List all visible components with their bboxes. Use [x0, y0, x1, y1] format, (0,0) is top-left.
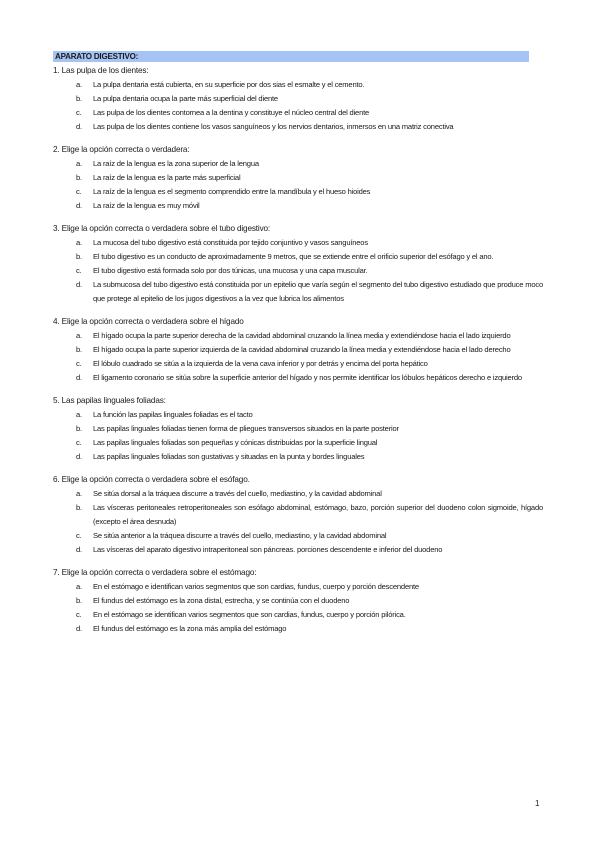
option-letter: b.	[76, 345, 82, 354]
section-title: APARATO DIGESTIVO:	[53, 51, 529, 62]
option-item	[53, 450, 543, 464]
option-item	[53, 106, 543, 120]
option-letter: c.	[76, 187, 82, 196]
option-item	[53, 157, 543, 171]
option-text: La pulpa dentaria ocupa la parte más superficial del diente	[93, 94, 278, 103]
question-6	[53, 473, 543, 557]
option-letter: a.	[76, 489, 82, 498]
option-letter: a.	[76, 238, 82, 247]
option-item	[53, 487, 543, 501]
option-text: El lóbulo cuadrado se sitúa a la izquierda de la vena cava inferior y por detrás y encima del porta hepático	[93, 359, 428, 368]
option-item	[53, 278, 543, 306]
option-letter: c.	[76, 531, 82, 540]
question-title: 6. Elige la opción correcta o verdadera sobre el esófago.	[53, 475, 250, 484]
option-letter: a.	[76, 582, 82, 591]
option-text: Las pulpa de los dientes contornea a la dentina y constituye el núcleo central del diente	[93, 108, 370, 117]
option-text: Las vísceras peritoneales retroperitoneales son esófago abdominal, estómago, bazo, porción superior del duodeno colon sigmoide, hígado (excepto el área desnuda)	[93, 503, 543, 526]
option-item	[53, 329, 543, 343]
option-text: La raíz de la lengua es la parte más superficial	[93, 173, 241, 182]
option-item	[53, 357, 543, 371]
option-text: En el estómago se identifican varios segmentos que son cardias, fundus, cuerpo y porción pilórica.	[93, 610, 406, 619]
options-list	[53, 329, 543, 385]
option-text: El tubo digestivo está formada solo por dos túnicas, una mucosa y una capa muscular.	[93, 266, 368, 275]
option-letter: a.	[76, 410, 82, 419]
option-item	[53, 264, 543, 278]
option-letter: c.	[76, 359, 82, 368]
option-item	[53, 543, 543, 557]
option-letter: b.	[76, 503, 82, 512]
option-text: La raíz de la lengua es el segmento comprendido entre la mandíbula y el hueso hioides	[93, 187, 371, 196]
option-item	[53, 343, 543, 357]
option-letter: d.	[76, 373, 82, 382]
option-letter: b.	[76, 173, 82, 182]
question-title: 1. Las pulpa de los dientes:	[53, 66, 149, 75]
options-list	[53, 78, 543, 134]
question-1	[53, 64, 543, 134]
option-text: La pulpa dentaria está cubierta, en su superficie por dos sias el esmalte y el cemento.	[93, 80, 365, 89]
option-text: Se sitúa anterior a la tráquea discurre a través del cuello, mediastino, y la cavidad abdominal	[93, 531, 387, 540]
options-list	[53, 487, 543, 557]
question-7	[53, 566, 543, 636]
options-list	[53, 580, 543, 636]
option-text: Las papilas linguales foliadas son pequeñas y cónicas distribuidas por la superficie lingual	[93, 438, 378, 447]
option-item	[53, 92, 543, 106]
option-item	[53, 371, 543, 385]
option-letter: d.	[76, 624, 82, 633]
option-item	[53, 236, 543, 250]
question-title: 7. Elige la opción correcta o verdadera sobre el estómago:	[53, 568, 257, 577]
question-title: 2. Elige la opción correcta o verdadera:	[53, 145, 190, 154]
page-number: 1	[535, 799, 540, 808]
option-text: La submucosa del tubo digestivo está constituida por un epitelio que varía según el segmento del tubo digestivo estudiado que produce moco que protege al epitelio de los jugos digestivos a la vez que lubrica los alimentos	[93, 280, 543, 303]
question-title: 3. Elige la opción correcta o verdadera sobre el tubo digestivo:	[53, 224, 271, 233]
options-list	[53, 408, 543, 464]
option-text: El hígado ocupa la parte superior derecha de la cavidad abdominal cruzando la línea media y extendiéndose hacia el lado izquierdo	[93, 331, 511, 340]
option-item	[53, 120, 543, 134]
option-text: Las vísceras del aparato digestivo intraperitoneal son páncreas. porciones descendente e inferior del duodeno	[93, 545, 443, 554]
option-letter: c.	[76, 108, 82, 117]
option-letter: c.	[76, 266, 82, 275]
option-letter: b.	[76, 424, 82, 433]
option-text: Las pulpa de los dientes contiene los vasos sanguíneos y los nervios dentarios, inmersos en una matriz conectiva	[93, 122, 454, 131]
option-text: El fundus del estómago es la zona distal, estrecha, y se continúa con el duodeno	[93, 596, 350, 605]
option-item	[53, 199, 543, 213]
option-text: La raíz de la lengua es muy móvil	[93, 201, 200, 210]
question-title: 5. Las papilas linguales foliadas:	[53, 396, 166, 405]
question-3	[53, 222, 543, 306]
option-letter: b.	[76, 252, 82, 261]
option-item	[53, 422, 543, 436]
option-item	[53, 250, 543, 264]
options-list	[53, 157, 543, 213]
question-title: 4. Elige la opción correcta o verdadera sobre el hígado	[53, 317, 244, 326]
question-2	[53, 143, 543, 213]
option-text: El hígado ocupa la parte superior izquierda de la cavidad abdominal cruzando la línea media y extendiéndose hacia el lado derecho	[93, 345, 511, 354]
option-text: La raíz de la lengua es la zona superior de la lengua	[93, 159, 259, 168]
option-letter: c.	[76, 438, 82, 447]
option-item	[53, 501, 543, 529]
option-item	[53, 185, 543, 199]
question-5	[53, 394, 543, 464]
option-letter: d.	[76, 201, 82, 210]
option-text: La función las papilas linguales foliadas es el tacto	[93, 410, 253, 419]
option-item	[53, 529, 543, 543]
option-text: Se sitúa dorsal a la tráquea discurre a través del cuello, mediastino, y la cavidad abdominal	[93, 489, 382, 498]
option-text: Las papilas linguales foliadas son gustativas y situadas en la punta y bordes linguales	[93, 452, 365, 461]
question-4	[53, 315, 543, 385]
option-text: El fundus del estómago es la zona más amplia del estómago	[93, 624, 287, 633]
option-text: En el estómago e identifican varios segmentos que son cardias, fundus, cuerpo y porción descendente	[93, 582, 419, 591]
option-item	[53, 622, 543, 636]
option-item	[53, 608, 543, 622]
questions-list	[53, 64, 543, 645]
option-text: Las papilas linguales foliadas tienen forma de pliegues transversos situados en la parte posterior	[93, 424, 399, 433]
option-letter: a.	[76, 331, 82, 340]
option-item	[53, 594, 543, 608]
option-text: El ligamento coronario se sitúa sobre la superficie anterior del hígado y nos permite identificar los lóbulos hepáticos derecho e izquierdo	[93, 373, 522, 382]
option-letter: b.	[76, 94, 82, 103]
option-text: La mucosa del tubo digestivo está constituida por tejido conjuntivo y vasos sanguíneos	[93, 238, 368, 247]
option-letter: d.	[76, 280, 82, 289]
option-letter: a.	[76, 159, 82, 168]
option-item	[53, 78, 543, 92]
option-letter: d.	[76, 452, 82, 461]
option-letter: b.	[76, 596, 82, 605]
option-item	[53, 580, 543, 594]
option-item	[53, 436, 543, 450]
option-letter: d.	[76, 545, 82, 554]
option-item	[53, 171, 543, 185]
option-item	[53, 408, 543, 422]
option-letter: d.	[76, 122, 82, 131]
option-text: El tubo digestivo es un conducto de aproximadamente 9 metros, que se extiende entre el orificio superior del esófago y el ano.	[93, 252, 494, 261]
option-letter: c.	[76, 610, 82, 619]
option-letter: a.	[76, 80, 82, 89]
options-list	[53, 236, 543, 306]
